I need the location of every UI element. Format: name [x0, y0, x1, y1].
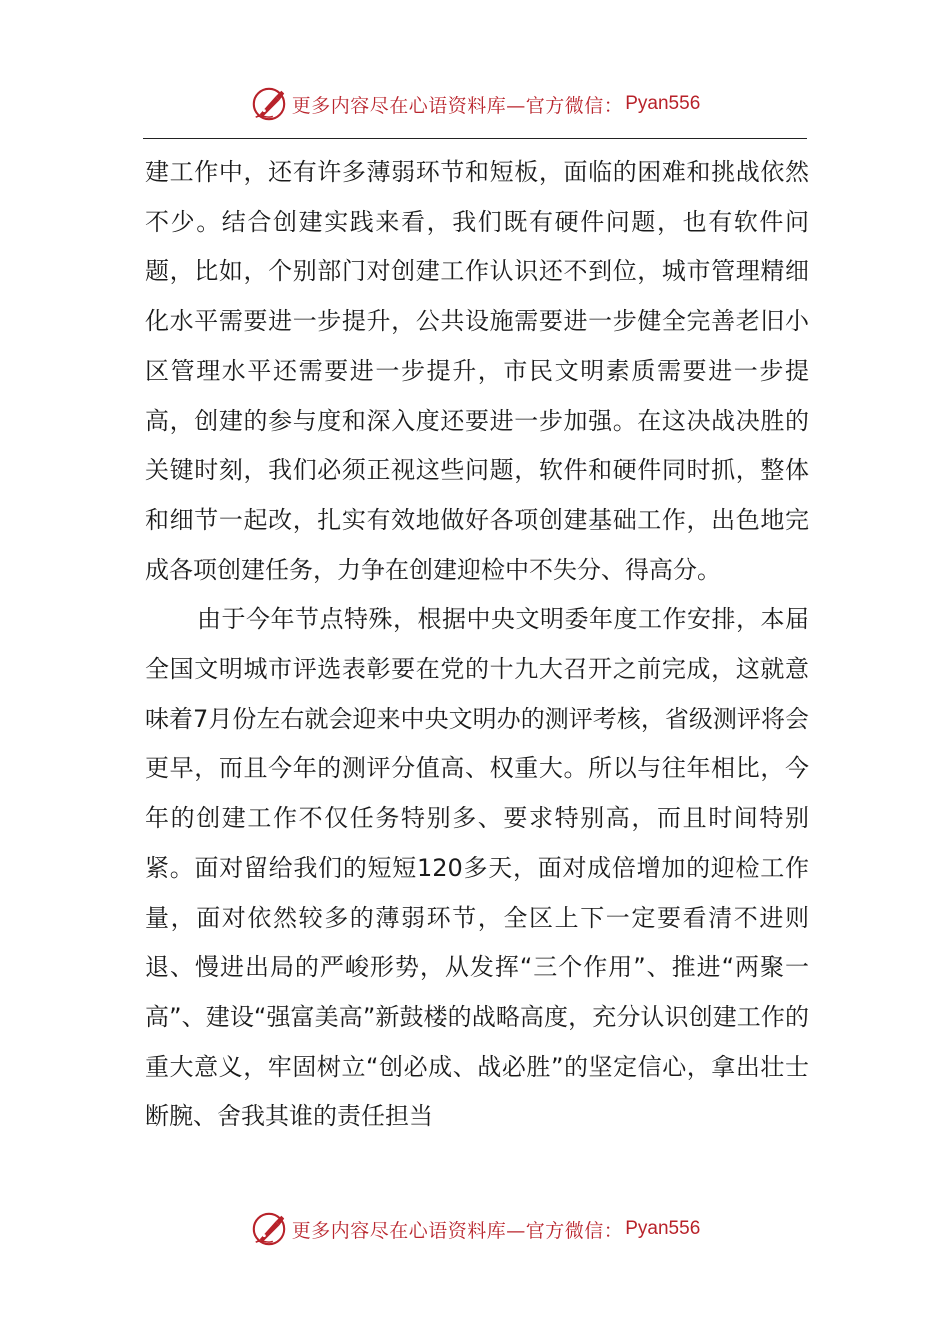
pen-nib-logo-icon: [250, 85, 288, 123]
pen-nib-logo-icon: [250, 1210, 288, 1248]
header-wechat-id: Pyan556: [625, 93, 701, 114]
footer-banner: [0, 1207, 950, 1251]
header-banner: [0, 82, 950, 126]
footer-wechat-id: Pyan556: [625, 1218, 701, 1239]
header-divider: [143, 138, 807, 139]
paragraph-2: 由于今年节点特殊，根据中央文明委年度工作安排，本届全国文明城市评选表彰要在党的十九大召开之前完成，这就意味着7月份左右就会迎来中央文明办的测评考核，省级测评将会更早，而且今年的测评分值高、权重大。所以与往年相比，今年的创建工作不仅任务特别多、要求特别高，而且时间特别紧。面对留给我们的短短120多天，面对成倍增加的迎检工作量，面对依然较多的薄弱环节，全区上下一定要看清不进则退、慢进出局的严峻形势，从发挥“三个作用”、推进“两聚一高”、建设“强富美高”新鼓楼的战略高度，充分认识创建工作的重大意义，牢固树立“创必成、战必胜”的坚定信心，拿出壮士断腕、舍我其谁的责任担当: [145, 605, 809, 1131]
document-body: [145, 148, 809, 1142]
header-banner-text: 更多内容尽在心语资料库—官方微信：: [291, 94, 624, 117]
paragraph-1: 建工作中，还有许多薄弱环节和短板，面临的困难和挑战依然不少。结合创建实践来看，我们既有硬件问题，也有软件问题，比如，个别部门对创建工作认识还不到位，城市管理精细化水平需要进一步提升，公共设施需要进一步健全完善老旧小区管理水平还需要进一步提升，市民文明素质需要进一步提高，创建的参与度和深入度还要进一步加强。在这决战决胜的关键时刻，我们必须正视这些问题，软件和硬件同时抓，整体和细节一起改，扎实有效地做好各项创建基础工作，出色地完成各项创建任务，力争在创建迎检中不失分、得高分。: [145, 158, 809, 584]
footer-banner-text: 更多内容尽在心语资料库—官方微信：: [291, 1219, 624, 1242]
